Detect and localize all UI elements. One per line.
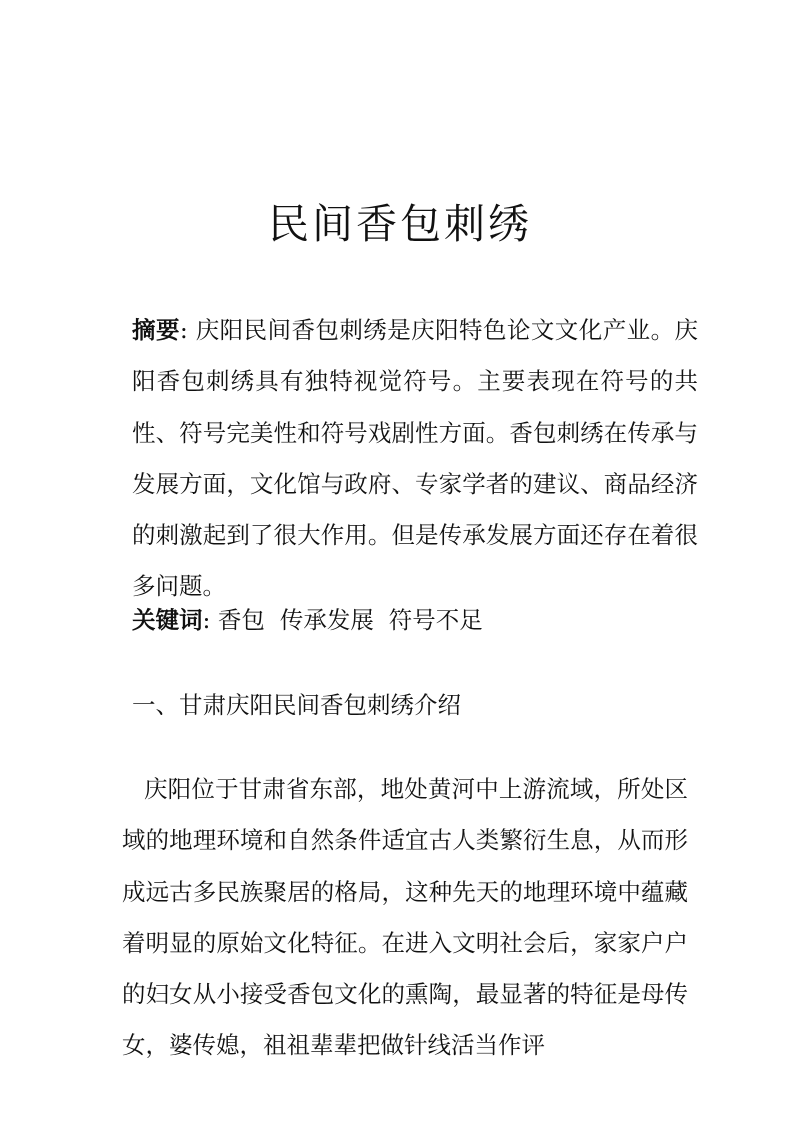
keywords-label: 关键词 xyxy=(132,606,203,634)
abstract-separator: : xyxy=(179,316,196,344)
abstract-label: 摘要 xyxy=(132,316,180,344)
keyword-item: 传承发展 xyxy=(279,606,374,634)
abstract-text: 庆阳民间香包刺绣是庆阳特色论文文化产业。庆阳香包刺绣具有独特视觉符号。主要表现在符号的共性、符号完美性和符号戏剧性方面。香包刺绣在传承与发展方面，文化馆与政府、专家学者的建议、商品经济的刺激起到了很大作用。但是传承发展方面还存在着很多问题。 xyxy=(132,316,699,601)
keywords-separator: : xyxy=(202,606,218,634)
document-title: 民间香包刺绣 xyxy=(268,200,532,248)
section-heading: 一、甘肃庆阳民间香包刺绣介绍 xyxy=(132,691,461,719)
abstract-paragraph xyxy=(122,305,698,613)
body-paragraph: 庆阳位于甘肃省东部，地处黄河中上游流域，所处区域的地理环境和自然条件适宜古人类繁衍生息，从而形成远古多民族聚居的格局，这种先天的地理环境中蕴藏着明显的原始文化特征。在进入文明社会后，家家户户的妇女从小接受香包文化的熏陶，最显著的特征是母传女，婆传媳，祖祖辈辈把做针线活当作评 xyxy=(122,775,688,1060)
keyword-item: 符号不足 xyxy=(388,606,483,634)
keywords-line xyxy=(122,595,698,646)
keyword-item: 香包 xyxy=(217,606,265,634)
